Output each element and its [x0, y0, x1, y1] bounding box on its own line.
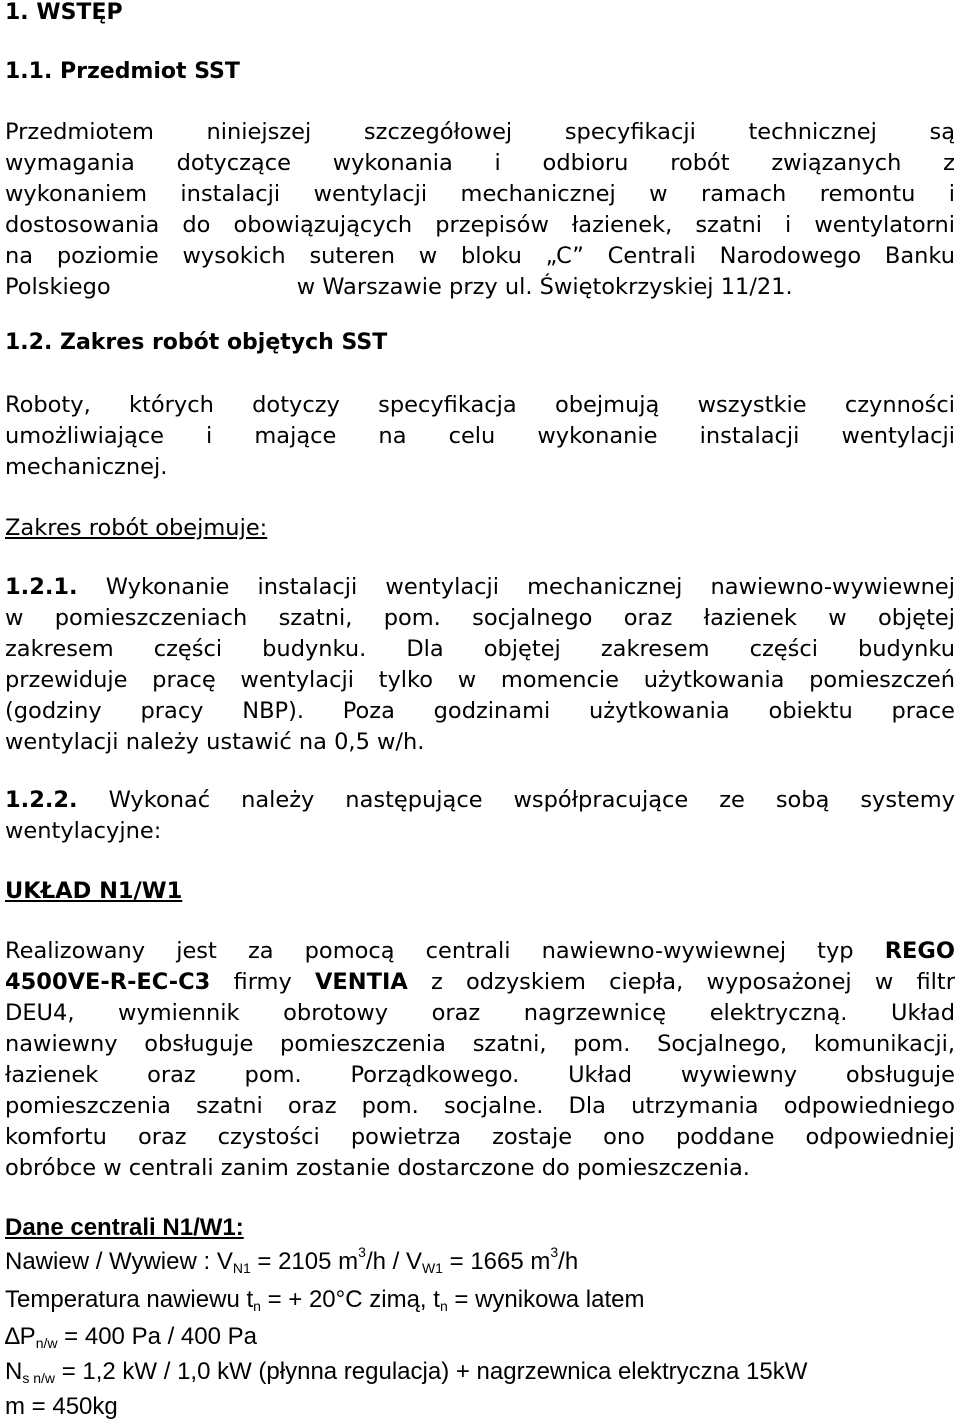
- text-fragment: ∆P: [5, 1323, 36, 1350]
- paragraph-zakres: [5, 390, 955, 483]
- text-fragment: = 400 Pa / 400 Pa: [57, 1323, 257, 1350]
- dane-power: [5, 1353, 955, 1390]
- text-line: wentylacji należy ustawić na 0,5 w/h.: [5, 729, 425, 755]
- model-name: REGO: [884, 938, 955, 964]
- subscript: n: [439, 1298, 448, 1314]
- text-line: Roboty, których dotyczy specyfikacja obejmują wszystkie czynności: [5, 392, 955, 418]
- text-line: łazienek oraz pom. Porządkowego. Układ wywiewny obsługuje: [5, 1062, 955, 1088]
- text-line: w pomieszczeniach szatni, pom. socjalnego oraz łazienek w objętej: [5, 605, 955, 631]
- text-fragment: w Warszawie przy ul. Świętokrzyskiej 11/21.: [296, 274, 793, 300]
- text-line: [5, 572, 955, 603]
- text-fragment: z odzyskiem ciepła, wyposażonej w filtr: [430, 969, 955, 995]
- item-1-2-2: [5, 785, 955, 847]
- dane-pressure: [5, 1318, 955, 1355]
- text-fragment: Polskiego: [5, 274, 111, 300]
- model-code: 4500VE-R-EC-C3: [5, 969, 211, 995]
- text-fragment: N: [5, 1358, 23, 1385]
- paragraph-uklad: [5, 936, 955, 1184]
- text-line: dostosowania do obowiązujących przepisów łazienek, szatni i wentylatorni: [5, 212, 955, 238]
- text-fragment: Wykonać należy następujące współpracujące ze sobą systemy: [108, 787, 955, 813]
- brand-name: VENTIA: [315, 969, 408, 995]
- text-line: mechanicznej.: [5, 454, 168, 480]
- text-line: obróbce w centrali zanim zostanie dostarczone do pomieszczenia.: [5, 1155, 750, 1181]
- text-line: [5, 936, 955, 967]
- subscript: W1: [421, 1260, 443, 1276]
- text-line: wykonaniem instalacji wentylacji mechanicznej w ramach remontu i: [5, 181, 955, 207]
- text-fragment: = 1,2 kW / 1,0 kW (płynna regulacja) + nagrzewnica elektryczna 15kW: [55, 1358, 808, 1385]
- text-line: pomieszczenia szatni oraz pom. socjalne. Dla utrzymania odpowiedniego: [5, 1093, 955, 1119]
- uklad-title: UKŁAD N1/W1: [5, 878, 183, 904]
- text-fragment: = + 20°C zimą, t: [260, 1286, 440, 1313]
- text-line: zakresem części budynku. Dla objętej zakresem części budynku: [5, 636, 955, 662]
- text-line: wentylacyjne:: [5, 818, 162, 844]
- text-fragment: Nawiew / Wywiew : V: [5, 1248, 233, 1275]
- text-line: Przedmiotem niniejszej szczegółowej specyfikacji technicznej są: [5, 119, 955, 145]
- heading-1-2: 1.2. Zakres robót objętych SST: [5, 330, 388, 355]
- subscript: s n/w: [22, 1370, 56, 1386]
- scope-label: Zakres robót obejmuje:: [5, 515, 268, 541]
- text-fragment: firmy: [233, 969, 292, 995]
- text-line: komfortu oraz czystości powietrza zostaje ono poddane odpowiedniej: [5, 1124, 955, 1150]
- superscript: 3: [550, 1244, 559, 1260]
- text-line: na poziomie wysokich suteren w bloku „C” Centrali Narodowego Banku: [5, 243, 955, 269]
- text-line: wymagania dotyczące wykonania i odbioru robót związanych z: [5, 150, 955, 176]
- dane-mass: m = 450kg: [5, 1393, 118, 1420]
- superscript: 3: [358, 1244, 366, 1260]
- text-line: umożliwiające i mające na celu wykonanie instalacji wentylacji: [5, 423, 955, 449]
- text-fragment: = wynikowa latem: [447, 1286, 645, 1313]
- text-line: DEU4, wymiennik obrotowy oraz nagrzewnicę elektryczną. Układ: [5, 1000, 955, 1026]
- text-line: przewiduje pracę wentylacji tylko w momencie użytkowania pomieszczeń: [5, 667, 955, 693]
- subscript: n: [253, 1298, 261, 1314]
- text-line: [5, 967, 955, 998]
- dane-title: Dane centrali N1/W1:: [5, 1214, 244, 1241]
- dane-flow: [5, 1243, 955, 1280]
- item-number: 1.2.1.: [5, 574, 78, 600]
- dane-temperature: [5, 1281, 955, 1318]
- text-line: [5, 785, 955, 816]
- text-fragment: Temperatura nawiewu t: [5, 1286, 254, 1313]
- subscript: n/w: [35, 1335, 58, 1351]
- text-fragment: Realizowany jest za pomocą centrali nawiewno-wywiewnej typ: [5, 938, 854, 964]
- text-fragment: = 1665 m: [442, 1248, 551, 1275]
- heading-1: 1. WSTĘP: [5, 0, 123, 25]
- item-number: 1.2.2.: [5, 787, 78, 813]
- heading-1-1: 1.1. Przedmiot SST: [5, 59, 240, 84]
- item-1-2-1: [5, 572, 955, 758]
- text-fragment: /h / V: [365, 1248, 422, 1275]
- text-fragment: = 2105 m: [250, 1248, 359, 1275]
- text-line: [5, 272, 955, 303]
- text-fragment: /h: [558, 1248, 579, 1275]
- text-fragment: Wykonanie instalacji wentylacji mechanicznej nawiewno-wywiewnej: [105, 574, 956, 600]
- text-line: (godziny pracy NBP). Poza godzinami użytkowania obiektu prace: [5, 698, 955, 724]
- text-line: nawiewny obsługuje pomieszczenia szatni, pom. Socjalnego, komunikacji,: [5, 1031, 955, 1057]
- subscript: N1: [232, 1260, 251, 1276]
- paragraph-przedmiot: [5, 117, 955, 303]
